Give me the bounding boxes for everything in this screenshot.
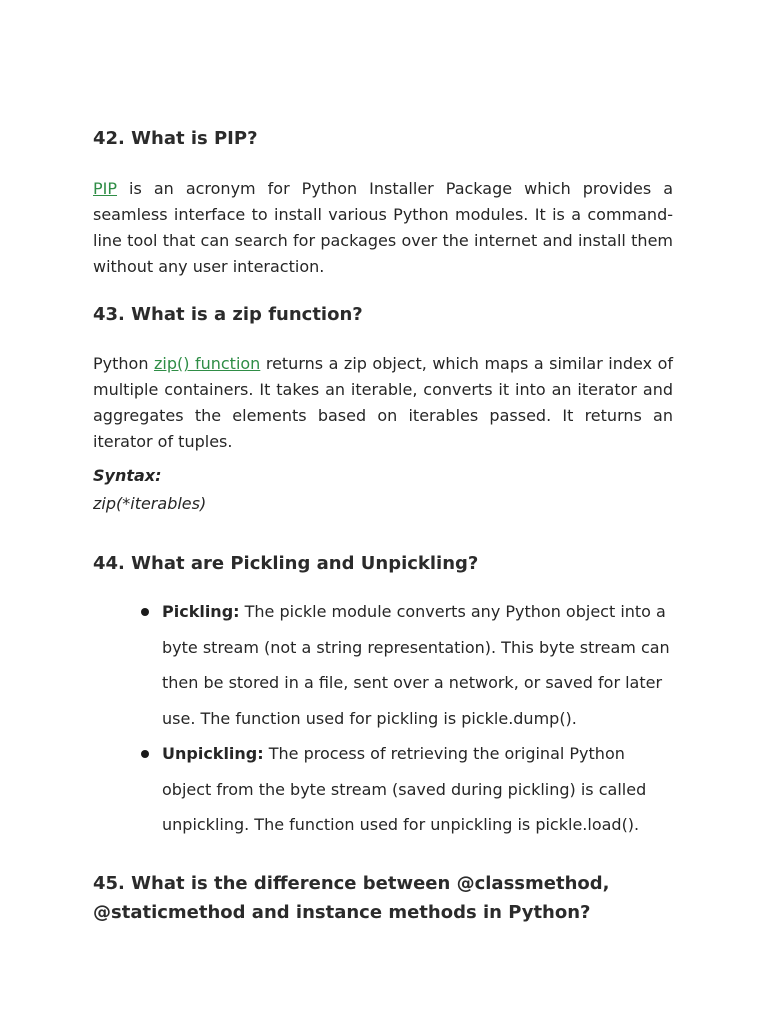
zip-function-link[interactable]: zip() function bbox=[153, 354, 261, 373]
heading-q42: 42. What is PIP? bbox=[93, 128, 258, 149]
paragraph-q43 bbox=[93, 351, 673, 455]
term-unpickling: Unpickling: bbox=[162, 744, 264, 763]
pickling-list bbox=[93, 594, 673, 843]
heading-q43: 43. What is a zip function? bbox=[93, 304, 363, 325]
paragraph-q42-text: is an acronym for Python Installer Package which provides a seamless interface to install various Python modules. It is a command-line tool that can search for packages over the internet and install them without any user interaction. bbox=[93, 179, 673, 276]
term-pickling: Pickling: bbox=[162, 602, 240, 621]
bullet-icon bbox=[141, 750, 149, 758]
list-item-pickling bbox=[93, 594, 673, 736]
pip-link[interactable]: PIP bbox=[93, 179, 118, 198]
heading-q45 bbox=[93, 869, 673, 927]
text-unpickling: The process of retrieving the original Python object from the byte stream (saved during pickling) is called unpickling. The function used for unpickling is pickle.load(). bbox=[162, 744, 647, 834]
paragraph-q43-text: returns a zip object, which maps a similar index of multiple containers. It takes an iterable, converts it into an iterator and aggregates the elements based on iterables passed. It returns an iterator of tuples. bbox=[93, 354, 673, 451]
paragraph-q43-prefix: Python bbox=[93, 354, 154, 373]
heading-q45-line1: 45. What is the difference between @classmethod, bbox=[93, 873, 610, 894]
text-pickling: The pickle module converts any Python object into a byte stream (not a string representation). This byte stream can then be stored in a file, sent over a network, or saved for later use. The function used for pickling is pickle.dump(). bbox=[162, 602, 670, 728]
syntax-code: zip(*iterables) bbox=[93, 494, 207, 513]
syntax-block bbox=[93, 462, 673, 518]
paragraph-q42 bbox=[93, 176, 673, 280]
bullet-icon bbox=[141, 608, 149, 616]
syntax-label: Syntax: bbox=[93, 466, 162, 485]
heading-q45-line2: @staticmethod and instance methods in Python? bbox=[93, 902, 591, 923]
list-item-unpickling bbox=[93, 736, 673, 843]
heading-q44: 44. What are Pickling and Unpickling? bbox=[93, 553, 479, 574]
